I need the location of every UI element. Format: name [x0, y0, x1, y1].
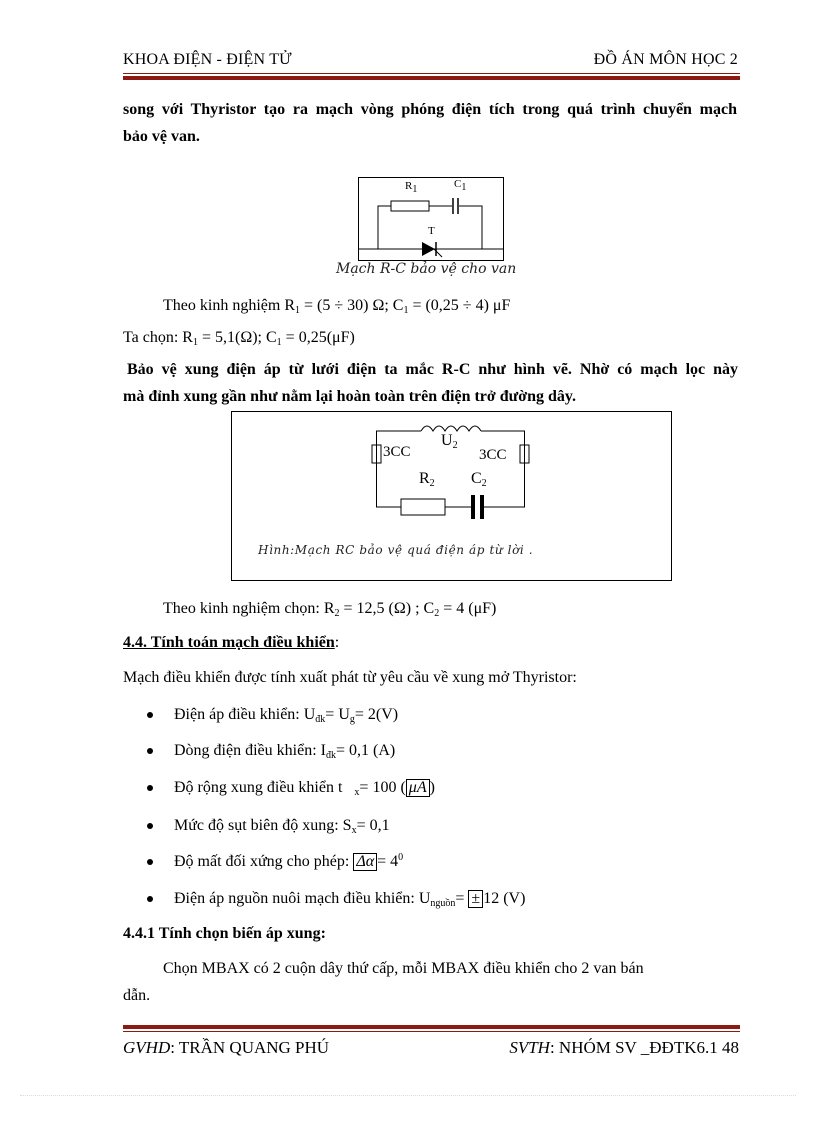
rc1-choice: Ta chọn: $R_1 = 5,1(\Omega)$; $C_1 = 0,25(\mu F)$: [123, 329, 355, 348]
transformer-winding: [421, 426, 481, 431]
bullet-dot: [147, 859, 153, 865]
footer-rule-thick: [123, 1025, 740, 1029]
intro-line-1: song với Thyristor tạo ra mạch vòng phóng điện tích trong quá trình chuyển mạch: [123, 101, 737, 118]
bullet-control-voltage: Điện áp điều khiển: $U_{đk}= U_g= 2(V)$: [174, 706, 399, 725]
r1-label: $R_1$: [405, 180, 418, 195]
bullet-dot: [147, 748, 153, 754]
resistor-r2: [401, 499, 445, 515]
thyristor-symbol: [422, 242, 435, 256]
bullet-dot: [147, 896, 153, 902]
resistor-r1: [391, 201, 429, 211]
t-label: T: [428, 225, 435, 237]
u2-label: $U_2$: [441, 432, 458, 451]
bullet-dot: [147, 785, 153, 791]
bullet-dot: [147, 823, 153, 829]
header-rule-thick: [123, 76, 740, 80]
section-4-4-1-heading: 4.4.1 Tính chọn biến áp xung:: [123, 925, 326, 942]
section-4-4-heading: 4.4. Tính toán mạch điều khiển:: [123, 634, 340, 651]
header-rule-thin: [123, 73, 740, 74]
footer-gvhd: GVHD: TRẦN QUANG PHÚ: [123, 1038, 330, 1057]
section-4-4-1-line-1: Chọn MBAX có 2 cuộn dây thứ cấp, mỗi MBAX điều khiển cho 2 van bán: [163, 960, 644, 977]
bullet-supply-voltage: Điện áp nguồn nuôi mạch điều khiển: $U_{nguồn}= \pm 12$ (V): [174, 890, 526, 909]
c2-label: $C_2$: [471, 470, 487, 489]
fuse-right-label: 3CC: [479, 447, 507, 463]
intro-line-2: bảo vệ van.: [123, 128, 200, 145]
rc-snubber-diagram: [358, 177, 504, 261]
figure1-caption: Mạch R-C bảo vệ cho van: [336, 261, 517, 277]
delta-alpha-box: Δα: [353, 853, 377, 871]
rc1-experience: Theo kinh nghiệm $R_1 = (5 \div 30)$ Ω; $C_1 = (0,25 \div 4)$ μF: [163, 297, 511, 316]
header-right: ĐỒ ÁN MÔN HỌC 2: [593, 51, 738, 68]
page-bottom-divider: [20, 1095, 796, 1096]
surge-line-2: mà đỉnh xung gần như nằm lại hoàn toàn trên điện trở đường dây.: [123, 388, 577, 405]
rc2-choice: Theo kinh nghiệm chọn: $R_2 = 12,5$ (Ω) ; $C_2 = 4$ (μF): [163, 600, 497, 619]
footer-rule-thin: [123, 1031, 740, 1032]
header-left: KHOA ĐIỆN - ĐIỆN TỬ: [123, 51, 292, 68]
r2-label: $R_2$: [419, 470, 435, 489]
figure2-caption: Hình:Mạch RC bảo vệ quá điện áp từ lời .: [258, 543, 534, 557]
bullet-pulse-width: Độ rộng xung điều khiển t $_x$= 100 ( μA ): [174, 779, 435, 798]
bullet-control-current: Dòng điện điều khiển: $I_{đk}= 0,1$ (A): [174, 742, 396, 761]
figure-rc-snubber: [358, 177, 504, 261]
bullet-asymmetry: Độ mất đối xứng cho phép: $\Delta\alpha = 4^0$: [174, 852, 404, 870]
bullet-amplitude-drop: Mức độ sụt biên độ xung: $S_x= 0,1$: [174, 817, 390, 836]
fuse-left-label: 3CC: [383, 444, 411, 460]
c1-label: $C_1$: [454, 178, 467, 193]
bullet-dot: [147, 712, 153, 718]
pulse-width-unit-box: μA: [406, 779, 430, 797]
footer-svth: SVTH: NHÓM SV _ĐĐTK6.1 48: [509, 1038, 739, 1057]
surge-line-1: Bảo vệ xung điện áp từ lưới điện ta mắc R-C như hình vẽ. Nhờ có mạch lọc này: [127, 361, 738, 378]
section-4-4-intro: Mạch điều khiển được tính xuất phát từ yêu cầu về xung mở Thyristor:: [123, 669, 577, 686]
section-4-4-1-line-2: dẫn.: [123, 987, 151, 1004]
plus-minus-box: ±: [468, 890, 483, 908]
